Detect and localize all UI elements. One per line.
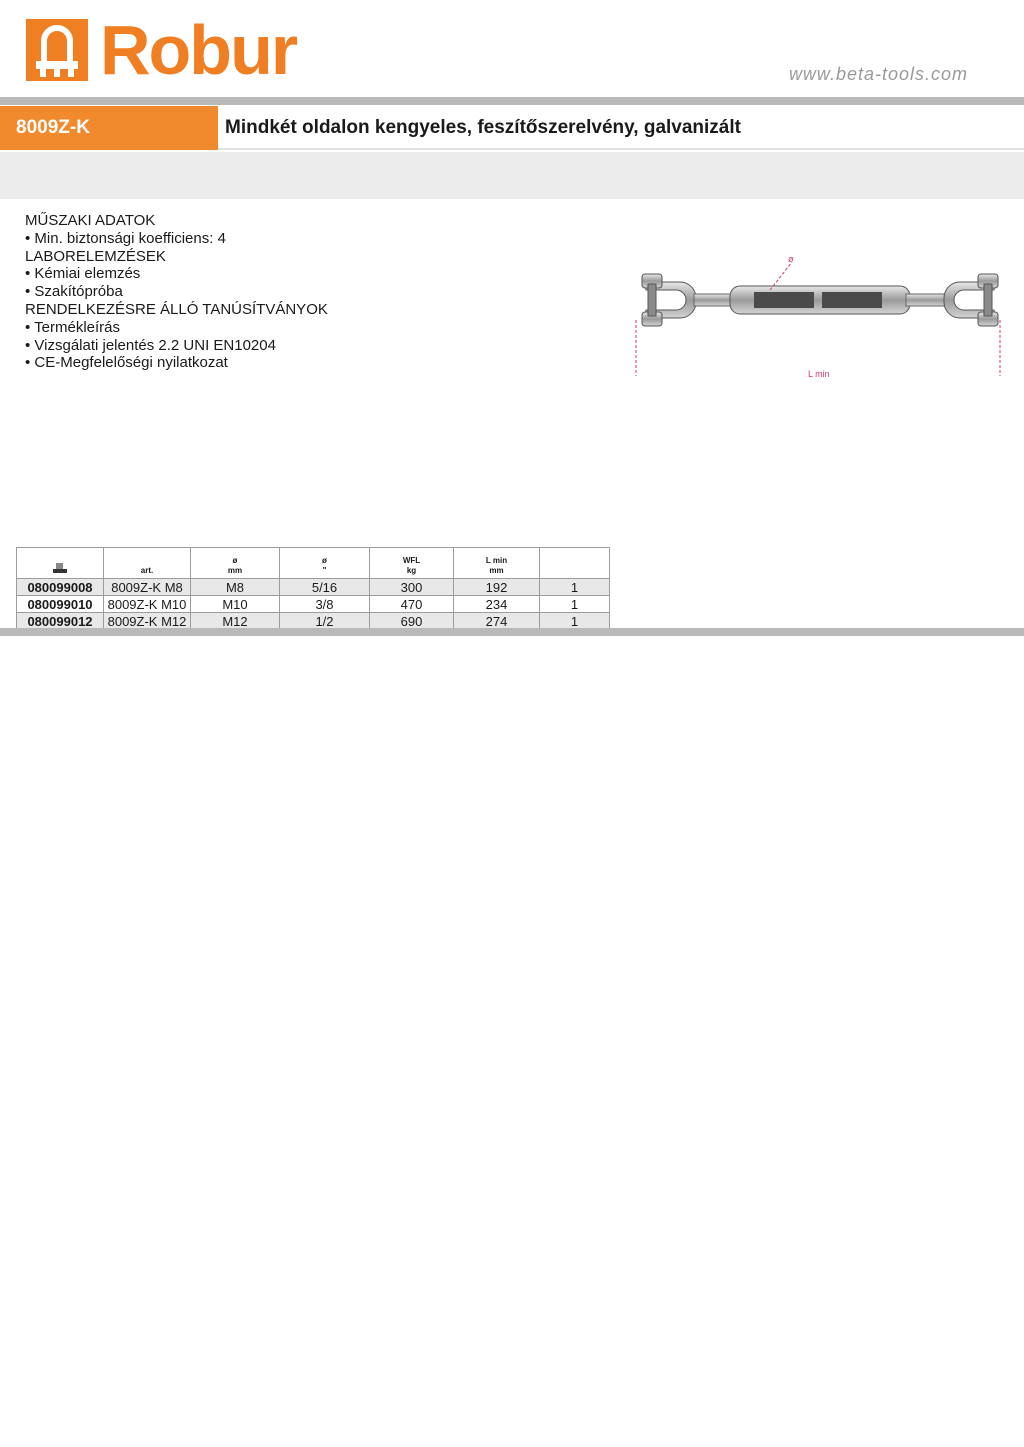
table-row <box>17 613 610 630</box>
cell-code: 080099012 <box>17 613 104 630</box>
cell-wfl: 690 <box>370 613 454 630</box>
spec-item: • CE-Megfelelőségi nyilatkozat <box>25 354 228 372</box>
spec-item: • Min. biztonsági koefficiens: 4 <box>25 229 226 247</box>
spec-item: • Vizsgálati jelentés 2.2 UNI EN10204 <box>25 336 276 354</box>
cell-dia-inch: 5/16 <box>280 579 370 596</box>
turnbuckle-image <box>630 250 1010 380</box>
header-dia-inch: ø " <box>280 548 370 579</box>
length-label: L min <box>808 369 830 379</box>
header-qty <box>540 548 610 579</box>
bottom-divider <box>0 628 1024 636</box>
cell-code: 080099008 <box>17 579 104 596</box>
cell-dia-inch: 1/2 <box>280 613 370 630</box>
brand-logo <box>26 11 297 89</box>
header-art: art. <box>104 548 191 579</box>
product-code: 8009Z-K <box>0 106 218 150</box>
grey-band <box>0 152 1024 199</box>
cell-dia-mm: M12 <box>191 613 280 630</box>
product-title: Mindkét oldalon kengyeles, feszítőszerelvény, galvanizált <box>225 117 741 138</box>
cell-lmin: 234 <box>454 596 540 613</box>
header-wfl: WFL kg <box>370 548 454 579</box>
spec-item: • Kémiai elemzés <box>25 265 141 283</box>
table-row <box>17 596 610 613</box>
cell-wfl: 300 <box>370 579 454 596</box>
header-dia-mm: ø mm <box>191 548 280 579</box>
cell-art: 8009Z-K M8 <box>104 579 191 596</box>
brand-name: Robur <box>100 11 297 89</box>
cell-qty: 1 <box>540 579 610 596</box>
diameter-label: ø <box>788 254 794 264</box>
cell-qty: 1 <box>540 613 610 630</box>
cell-code: 080099010 <box>17 596 104 613</box>
table-header-row <box>17 548 610 579</box>
cell-dia-mm: M10 <box>191 596 280 613</box>
title-bar <box>0 106 1024 150</box>
header-lmin: L min mm <box>454 548 540 579</box>
cell-art: 8009Z-K M12 <box>104 613 191 630</box>
table-row <box>17 579 610 596</box>
cell-wfl: 470 <box>370 596 454 613</box>
spec-heading: RENDELKEZÉSRE ÁLLÓ TANÚSÍTVÁNYOK <box>25 300 328 318</box>
cell-art: 8009Z-K M10 <box>104 596 191 613</box>
title-underline <box>218 148 1024 150</box>
cell-dia-inch: 3/8 <box>280 596 370 613</box>
spec-heading: MŰSZAKI ADATOK <box>25 212 156 229</box>
website-link[interactable]: www.beta-tools.com <box>788 64 968 84</box>
spec-item: • Szakítópróba <box>25 283 123 301</box>
spec-heading: LABORELEMZÉSEK <box>25 247 166 265</box>
cell-dia-mm: M8 <box>191 579 280 596</box>
top-divider <box>0 97 1024 105</box>
spec-item: • Termékleírás <box>25 318 121 336</box>
product-table <box>16 547 610 630</box>
spec-list <box>25 212 328 372</box>
barcode-icon <box>53 563 67 573</box>
shackle-logo-icon <box>26 19 88 81</box>
cell-lmin: 192 <box>454 579 540 596</box>
cell-lmin: 274 <box>454 613 540 630</box>
header-barcode <box>17 548 104 579</box>
cell-qty: 1 <box>540 596 610 613</box>
